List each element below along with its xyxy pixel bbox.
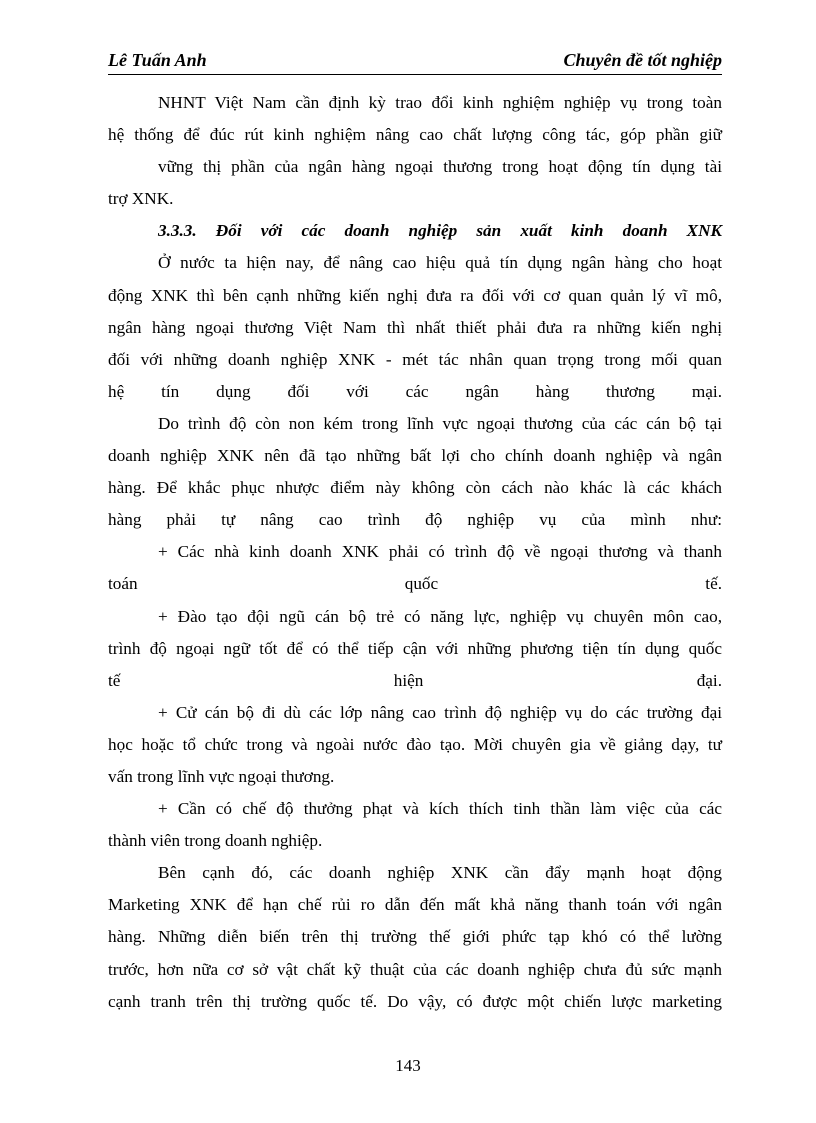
text-line: thành viên trong doanh nghiệp. <box>108 831 323 851</box>
text-line: vững thị phần của ngân hàng ngoại thương trong hoạt động tín dụng tài <box>158 157 722 177</box>
text-line: hệ tín dụng đối với các ngân hàng thương mại. <box>108 381 722 401</box>
text-line: + Đào tạo đội ngũ cán bộ trẻ có năng lực, nghiệp vụ chuyên môn cao, <box>158 606 722 626</box>
text-line: Ở nước ta hiện nay, để nâng cao hiệu quả tín dụng ngân hàng cho hoạt <box>158 253 722 273</box>
text-line: Do trình độ còn non kém trong lĩnh vực ngoại thương của các cán bộ tại <box>158 413 722 433</box>
text-line: doanh nghiệp XNK nên đã tạo những bất lợi cho chính doanh nghiệp và ngân <box>108 446 722 466</box>
section-heading: 3.3.3. Đối với các doanh nghiệp sản xuất kinh doanh XNK <box>158 221 722 241</box>
text-line: Marketing XNK để hạn chế rủi ro dẫn đến mất khả năng thanh toán với ngân <box>108 895 722 915</box>
text-line: ngân hàng ngoại thương Việt Nam thì nhất thiết phải đưa ra những kiến nghị <box>108 317 722 337</box>
text-line: đối với những doanh nghiệp XNK - mét tác nhân quan trọng trong mối quan <box>108 349 722 369</box>
text-line: trợ XNK. <box>108 189 174 209</box>
text-line: học hoặc tổ chức trong và ngoài nước đào tạo. Mời chuyên gia về giảng dạy, tư <box>108 734 722 754</box>
document-type: Chuyên đề tốt nghiệp <box>563 50 722 70</box>
text-line: cạnh tranh trên thị trường quốc tế. Do vậy, có được một chiến lược marketing <box>108 991 722 1011</box>
text-line: trước, hơn nữa cơ sở vật chất kỹ thuật của các doanh nghiệp chưa đủ sức mạnh <box>108 959 722 979</box>
page-number: 143 <box>395 1056 421 1075</box>
author-name: Lê Tuấn Anh <box>108 50 207 70</box>
text-line: Bên cạnh đó, các doanh nghiệp XNK cần đẩy mạnh hoạt động <box>158 863 722 883</box>
text-line: hàng. Những diễn biến trên thị trường thế giới phức tạp khó có thể lường <box>108 927 722 947</box>
text-line: tế hiện đại. <box>108 670 722 690</box>
text-line: hệ thống để đúc rút kinh nghiệm nâng cao chất lượng công tác, góp phần giữ <box>108 125 722 145</box>
text-line: + Cử cán bộ đi dù các lớp nâng cao trình độ nghiệp vụ do các trường đại <box>158 702 722 722</box>
text-line: động XNK thì bên cạnh những kiến nghị đưa ra đối với cơ quan quản lý vĩ mô, <box>108 285 722 305</box>
text-line: NHNT Việt Nam cần định kỳ trao đổi kinh nghiệm nghiệp vụ trong toàn <box>158 93 722 112</box>
page-header <box>108 48 722 75</box>
document-body <box>108 87 722 1018</box>
text-line: + Cần có chế độ thưởng phạt và kích thích tinh thần làm việc của các <box>158 799 722 819</box>
text-line: trình độ ngoại ngữ tốt để có thể tiếp cận với những phương tiện tín dụng quốc <box>108 638 722 658</box>
text-line: + Các nhà kinh doanh XNK phải có trình độ về ngoại thương và thanh <box>158 542 722 562</box>
text-line: toán quốc tế. <box>108 574 722 594</box>
text-line: vấn trong lĩnh vực ngoại thương. <box>108 766 335 786</box>
text-line: hàng. Để khắc phục nhược điểm này không còn cách nào khác là các khách <box>108 478 722 498</box>
text-line: hàng phải tự nâng cao trình độ nghiệp vụ của mình như: <box>108 510 722 530</box>
